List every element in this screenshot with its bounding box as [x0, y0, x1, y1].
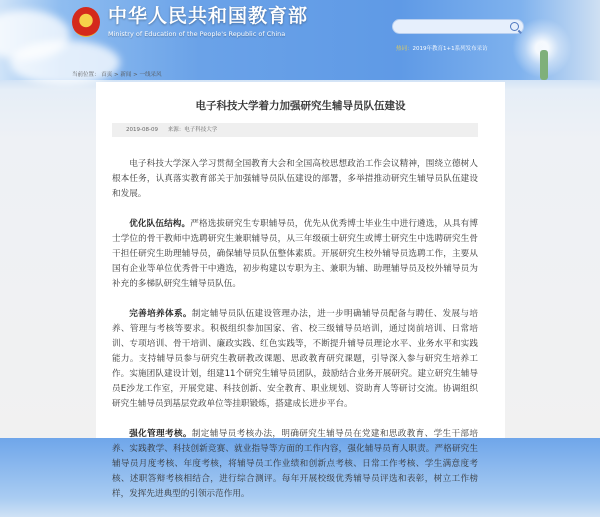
breadcrumb-current[interactable]: 一线采风 [139, 72, 162, 78]
paragraph [112, 427, 478, 502]
site-header [0, 0, 600, 80]
breadcrumb [72, 72, 162, 79]
dandelion-stem [540, 50, 548, 80]
hot-label: 热词： [396, 46, 413, 52]
breadcrumb-sep: > [131, 72, 140, 78]
breadcrumb-news[interactable]: 新闻 [120, 72, 132, 78]
paragraph [112, 217, 478, 292]
site-subtitle: Ministry of Education of the People's Republic of China [108, 30, 286, 38]
paragraph-lead: 强化管理考核。 [129, 429, 192, 439]
paragraph-text: 电子科技大学深入学习贯彻全国教育大会和全国高校思想政治工作会议精神，围绕立德树人根本任务，认真落实教育部关于加强辅导员队伍建设的部署，多举措推动研究生辅导员队伍建设和发展。 [112, 159, 478, 199]
paragraph-lead: 优化队伍结构。 [129, 219, 191, 229]
paragraph-text: 严格选拔研究生专职辅导员，优先从优秀博士毕业生中进行遴选，从具有博士学位的骨干教师中选聘研究生兼职辅导员，从三年级硕士研究生或博士研究生中选聘研究生骨干担任研究生助理辅导员，确保辅导员队伍整体素质。开展研究生校外辅导员选聘工作，主要从国有企业等单位优秀骨干中遴选，初步构建以专职为主、兼职为辅、助理辅导员及校外辅导员为补充的多梯队研究生辅导员队伍。 [112, 219, 478, 289]
article-source: 来源：电子科技大学 [167, 127, 218, 133]
breadcrumb-sep: > [112, 72, 121, 78]
site-title: 中华人民共和国教育部 [108, 5, 309, 27]
article-meta [112, 123, 478, 137]
breadcrumb-label: 当前位置： [72, 72, 100, 78]
article-panel [96, 82, 505, 499]
paragraph-text: 制定辅导员队伍建设管理办法，进一步明确辅导员配备与聘任、发展与培养、管理与考核等要求。积极组织参加国家、省、校三级辅导员培训，通过岗前培训、日常培训、专项培训、骨干培训、廉政实践、红色实践等，不断提升辅导员理论水平、业务水平和实践能力。支持辅导员参与研究生教研教改课题、思政教育研究课题，引导深入参与研究生培养工作。实施团队建设计划，组建11个研究生辅导员团队，鼓励结合业务开展研究。建立研究生辅导员E沙龙工作室，开展党建、科技创新、安全教育、职业规划、资助育人等研讨交流。协调组织研究生辅导员到基层党政单位等挂职锻炼，搭建成长进步平台。 [112, 309, 478, 409]
national-emblem-icon [72, 7, 100, 37]
search-input[interactable] [392, 19, 524, 34]
hot-words [396, 46, 488, 53]
article-date: 2019-08-09 [126, 127, 158, 133]
breadcrumb-home[interactable]: 首页 [101, 72, 113, 78]
hot-link[interactable]: 2019年教育1+1系列发布采访 [412, 46, 488, 52]
paragraph [112, 307, 478, 412]
paragraph [112, 157, 478, 202]
article-title: 电子科技大学着力加强研究生辅导员队伍建设 [195, 100, 406, 112]
article-body [112, 157, 478, 517]
paragraph-text: 制定辅导员考核办法，明确研究生辅导员在党建和思政教育、学生干部培养、实践教学、科技创新竞赛、就业指导等方面的工作内容，强化辅导员育人职责。严格研究生辅导员月度考核、年度考核，将辅导员工作业绩和创新点考核、日常工作考核、学生满意度考核、述职答辩考核相结合，进行综合测评。每年开展校级优秀辅导员评选和表彰，树立工作榜样，发挥先进典型的引领示范作用。 [112, 429, 478, 499]
paragraph-lead: 完善培养体系。 [129, 309, 192, 319]
